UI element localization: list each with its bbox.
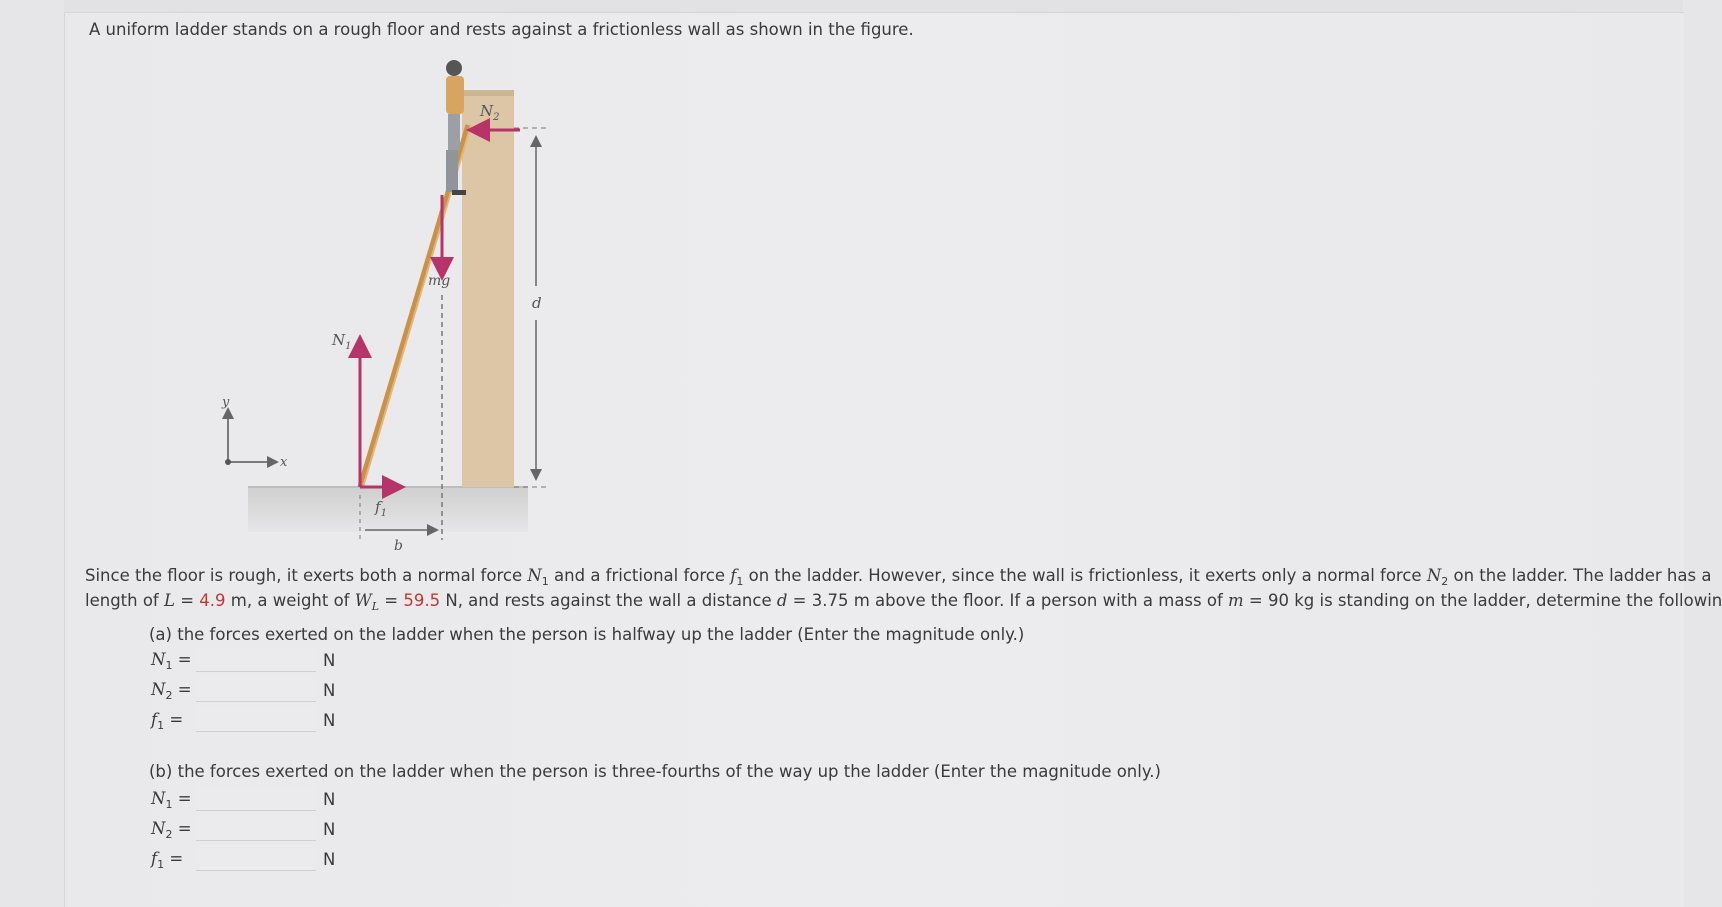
floor: [248, 487, 528, 532]
n1-label: $N_1$: [332, 331, 352, 352]
mg-label: mg: [428, 273, 451, 289]
part-a-n1-label: $N_1$ =: [151, 650, 192, 672]
part-a-n1-input[interactable]: [196, 648, 316, 672]
part-b-f1-label: $f_1$ =: [151, 849, 184, 871]
part-b-f1-unit: N: [323, 850, 336, 869]
b-label: b: [394, 538, 403, 554]
part-a-f1-unit: N: [323, 711, 336, 730]
coordinate-axes: [221, 395, 288, 470]
f1-label: $f_1$: [375, 498, 387, 519]
part-a-n2-unit: N: [323, 681, 336, 700]
part-a-f1-label: $f_1$ =: [151, 710, 184, 732]
part-b-n2-unit: N: [323, 820, 336, 839]
part-b-f1-input[interactable]: [196, 847, 316, 871]
length-value: 4.9: [199, 591, 226, 610]
description-line-1: Since the floor is rough, it exerts both a normal force $N_1$ and a frictional force $f_1$ on the ladder. However, since the wall is frictionless, it exerts only a normal force $N_2$ on the ladder. The ladder has a: [85, 566, 1712, 588]
weight-value: 59.5: [403, 591, 441, 610]
part-b-n1-label: $N_1$ =: [151, 789, 192, 811]
description-line-2: length of L = 4.9 m, a weight of $W_L = 59.5$ N, and rests against the wall a distance d = 3.75 m above the floor. If a person with a mass of m = 90 kg is standing on the ladder, determine the followin: [85, 591, 1722, 613]
ladder-figure: [210, 50, 580, 560]
part-a-question: (a) the forces exerted on the ladder when the person is halfway up the ladder (Enter the magnitude only.): [149, 625, 1025, 644]
part-b-n1-input[interactable]: [196, 787, 316, 811]
wall: [462, 90, 514, 487]
part-a-n2-label: $N_2$ =: [151, 680, 192, 702]
part-b-n1-unit: N: [323, 790, 336, 809]
intro-text: A uniform ladder stands on a rough floor and rests against a frictionless wall as shown in the figure.: [89, 20, 914, 39]
part-a-n1-unit: N: [323, 651, 336, 670]
svg-text:x: x: [280, 455, 288, 470]
d-label: d: [532, 294, 542, 312]
svg-text:y: y: [222, 395, 230, 410]
part-b-question: (b) the forces exerted on the ladder when the person is three-fourths of the way up the ladder (Enter the magnitude only.): [149, 762, 1161, 781]
top-border: [64, 0, 1683, 12]
part-b-n2-label: $N_2$ =: [151, 819, 192, 841]
part-a-f1-input[interactable]: [196, 708, 316, 732]
part-a-n2-input[interactable]: [196, 678, 316, 702]
part-b-n2-input[interactable]: [196, 817, 316, 841]
n2-label: $N_2$: [480, 102, 500, 123]
